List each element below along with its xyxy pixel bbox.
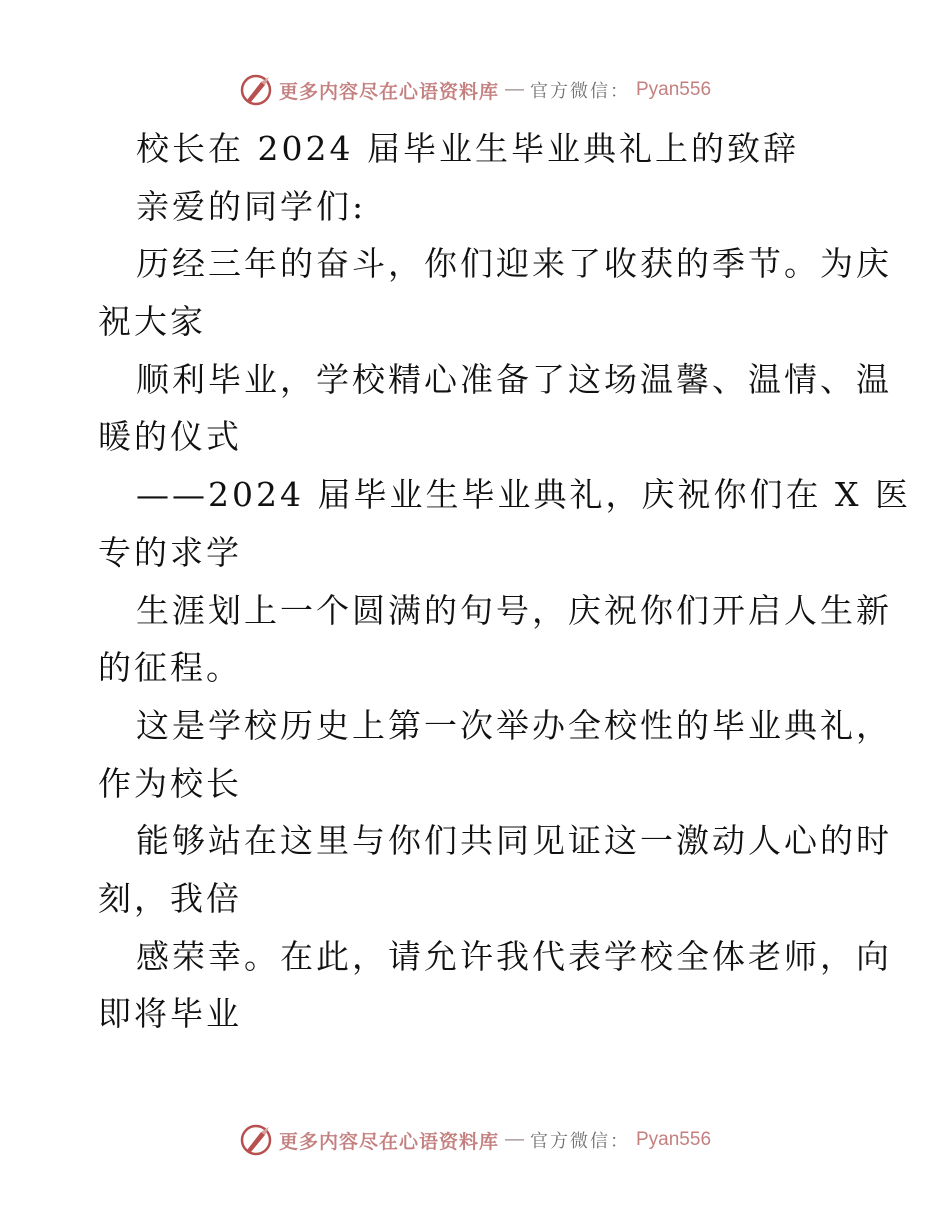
paragraph-line: 作为校长 bbox=[98, 763, 242, 803]
watermark-official-label: 官方微信： bbox=[530, 1131, 630, 1152]
paragraph-line: 刻，我倍 bbox=[98, 878, 242, 918]
watermark-account: Pyan556 bbox=[636, 79, 712, 100]
paragraph-line: 历经三年的奋斗，你们迎来了收获的季节。为庆 bbox=[136, 244, 892, 284]
paragraph-line: 即将毕业 bbox=[98, 994, 242, 1034]
watermark-separator: — bbox=[505, 1129, 524, 1150]
watermark-separator: — bbox=[505, 79, 524, 100]
salutation: 亲爱的同学们: bbox=[136, 186, 367, 226]
header-watermark bbox=[0, 70, 950, 110]
paragraph-line: 顺利毕业，学校精心准备了这场温馨、温情、温 bbox=[136, 359, 892, 399]
paragraph-line: 这是学校历史上第一次举办全校性的毕业典礼， bbox=[136, 705, 892, 745]
paragraph-line: 的征程。 bbox=[98, 648, 242, 688]
watermark-official-label: 官方微信： bbox=[530, 81, 630, 102]
watermark-text: 更多内容尽在心语资料库 bbox=[278, 1130, 499, 1153]
document-title: 校长在 2024 届毕业生毕业典礼上的致辞 bbox=[136, 129, 799, 168]
paragraph-line: 祝大家 bbox=[98, 302, 206, 342]
quill-pen-logo-icon bbox=[239, 73, 273, 107]
paragraph-line: 生涯划上一个圆满的句号，庆祝你们开启人生新 bbox=[136, 590, 892, 630]
watermark-account: Pyan556 bbox=[636, 1129, 712, 1150]
paragraph-line: 专的求学 bbox=[98, 532, 242, 572]
footer-watermark bbox=[0, 1120, 950, 1160]
watermark-text: 更多内容尽在心语资料库 bbox=[278, 80, 499, 103]
paragraph-line: 能够站在这里与你们共同见证这一激动人心的时 bbox=[136, 821, 892, 861]
paragraph-line: 暖的仪式 bbox=[98, 417, 242, 457]
quill-pen-logo-icon bbox=[239, 1123, 273, 1157]
paragraph-line: 感荣幸。在此，请允许我代表学校全体老师，向 bbox=[136, 936, 892, 976]
document-body bbox=[98, 120, 911, 1043]
paragraph-line: ——2024 届毕业生毕业典礼，庆祝你们在 X 医 bbox=[136, 475, 911, 515]
